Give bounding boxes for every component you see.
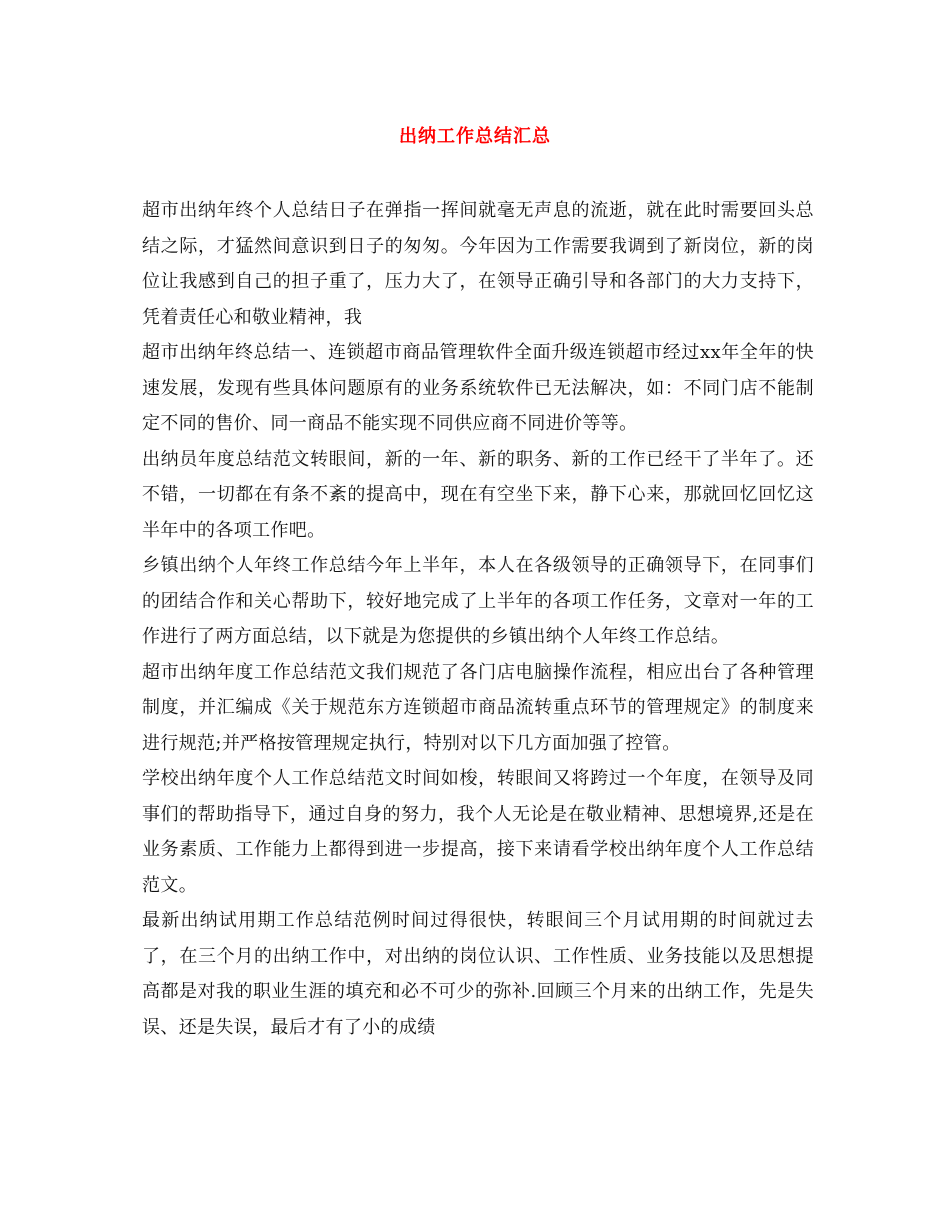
paragraph-school-cashier-summary: 学校出纳年度个人工作总结范文时间如梭，转眼间又将跨过一个年度，在领导及同事们的帮助指导下，通过自身的努力，我个人无论是在敬业精神、思想境界,还是在业务素质、工作能力上都得到进一步提高，接下来请看学校出纳年度个人工作总结范文。 [142,768,814,896]
paragraph-probation-summary: 最新出纳试用期工作总结范例时间过得很快，转眼间三个月试用期的时间就过去了，在三个月的出纳工作中，对出纳的岗位认识、工作性质、业务技能以及思想提高都是对我的职业生涯的填充和必不可少的弥补.回顾三个月来的出纳工作，先是失误、还是失误，最后才有了小的成绩 [142,910,814,1038]
document-title: 出纳工作总结汇总 [399,126,551,147]
paragraph-supermarket-year-end-summary: 超市出纳年终个人总结日子在弹指一挥间就毫无声息的流逝，就在此时需要回头总结之际，才猛然间意识到日子的匆匆。今年因为工作需要我调到了新岗位，新的岗位让我感到自己的担子重了，压力大了，在领导正确引导和各部门的大力支持下，凭着责任心和敬业精神，我 [142,200,814,328]
document-body [142,193,814,1045]
paragraph-supermarket-software-upgrade: 超市出纳年终总结一、连锁超市商品管理软件全面升级连锁超市经过xx年全年的快速发展，发现有些具体问题原有的业务系统软件已无法解决，如：不同门店不能制定不同的售价、同一商品不能实现不同供应商不同进价等等。 [142,342,814,434]
paragraph-township-cashier-summary: 乡镇出纳个人年终工作总结今年上半年，本人在各级领导的正确领导下，在同事们的团结合作和关心帮助下，较好地完成了上半年的各项工作任务，文章对一年的工作进行了两方面总结，以下就是为您提供的乡镇出纳个人年终工作总结。 [142,555,814,647]
paragraph-supermarket-annual-work-summary: 超市出纳年度工作总结范文我们规范了各门店电脑操作流程，相应出台了各种管理制度，并汇编成《关于规范东方连锁超市商品流转重点环节的管理规定》的制度来进行规范;并严格按管理规定执行，特别对以下几方面加强了控管。 [142,661,814,754]
paragraph-cashier-annual-summary: 出纳员年度总结范文转眼间，新的一年、新的职务、新的工作已经干了半年了。还不错，一切都在有条不紊的提高中，现在有空坐下来，静下心来，那就回忆回忆这半年中的各项工作吧。 [142,448,814,541]
